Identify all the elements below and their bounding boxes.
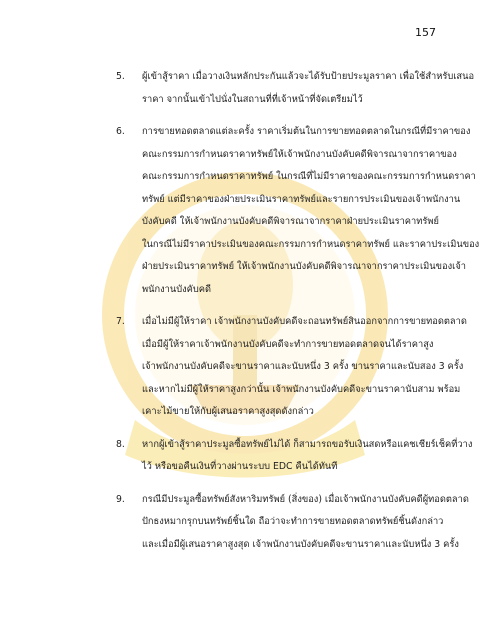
item-text-line: ในกรณีไม่มีราคาประเมินของคณะกรรมการกำหนดราคาทรัพย์ และราคาประเมินของ [142,238,480,250]
item-text-line: เมื่อไม่มีผู้ให้ราคา เจ้าพนักงานบังคับคดีจะถอนทรัพย์สินออกจากการขายทอดตลาด [142,316,467,327]
item-text-line: เคาะไม้ขายให้กับผู้เสนอราคาสูงสุดดังกล่าว [142,406,314,417]
list-item [116,66,475,111]
item-text-line: ราคา จากนั้นเข้าไปนั่งในสถานที่ที่เจ้าหน้าที่จัดเตรียมไว้ [142,93,363,105]
item-text-line: ทรัพย์ แต่มีราคาของฝ่ายประเมินราคาทรัพย์และรายการประเมินของเจ้าพนักงาน [142,193,461,205]
item-number: 5. [116,71,125,82]
item-text-line: เจ้าพนักงานบังคับคดีจะขานราคาและนับหนึ่ง 3 ครั้ง ขานราคาและนับสอง 3 ครั้ง [142,361,464,372]
item-text-line: หากผู้เข้าสู้ราคาประมูลซื้อทรัพย์ไม่ได้ ก็สามารถขอรับเงินสดหรือแคชเชียร์เช็คที่วาง [142,438,473,450]
item-text-line: คณะกรรมการกำหนดราคาทรัพย์ ในกรณีที่ไม่มีราคาของคณะกรรมการกำหนดราคา [142,171,476,182]
item-text-line: ผู้เข้าสู้ราคา เมื่อวางเงินหลักประกันแล้วจะได้รับป้ายประมูลราคา เพื่อใช้สำหรับเสนอ [142,71,475,82]
item-text-line: ปักธงหมากรุกบนทรัพย์ชิ้นใด ถือว่าจะทำการขายทอดตลาดทรัพย์ชิ้นดังกล่าว [142,516,444,527]
item-text-line: เมื่อมีผู้ให้ราคาเจ้าพนักงานบังคับคดีจะทำการขายทอดตลาดจนได้ราคาสูง [142,338,434,350]
item-text-line: และเมื่อมีผู้เสนอราคาสูงสุด เจ้าพนักงานบังคับคดีจะขานราคาและนับหนึ่ง 3 ครั้ง [142,538,459,550]
list-item [116,489,469,557]
item-number: 9. [116,493,125,505]
item-text-line: พนักงานบังคับคดี [142,283,212,295]
item-text-line: คณะกรรมการกำหนดราคาทรัพย์ให้เจ้าพนักงานบังคับคดีพิจารณาจากราคาของ [142,148,457,160]
item-text-line: ฝ่ายประเมินราคาทรัพย์ ให้เจ้าพนักงานบังคับคดีพิจารณาจากราคาประเมินของเจ้า [142,261,466,272]
item-number: 8. [116,438,125,450]
item-text-line: การขายทอดตลาดแต่ละครั้ง ราคาเริ่มต้นในการขายทอดตลาดในกรณีที่มีราคาของ [142,126,471,137]
item-text-line: ไว้ หรือขอคืนเงินที่วางผ่านระบบ EDC คืนได้ทันที [142,461,338,472]
item-number: 6. [116,126,125,137]
item-number: 7. [116,316,125,327]
list-item [116,121,480,301]
item-text-line: และหากไม่มีผู้ให้ราคาสูงกว่านั้น เจ้าพนักงานบังคับคดีจะขานราคานับสาม พร้อม [142,383,461,395]
page-number: 157 [415,26,436,39]
item-text-line: บังคับคดี ให้เจ้าพนักงานบังคับคดีพิจารณาจากราคาฝ่ายประเมินราคาทรัพย์ [142,216,439,227]
content-list [116,66,480,566]
list-item [116,311,467,424]
item-text-line: กรณีมีประมูลซื้อทรัพย์สังหาริมทรัพย์ (สิ่งของ) เมื่อเจ้าพนักงานบังคับคดีผู้ทอดตลาด [142,493,469,505]
list-item [116,434,473,479]
